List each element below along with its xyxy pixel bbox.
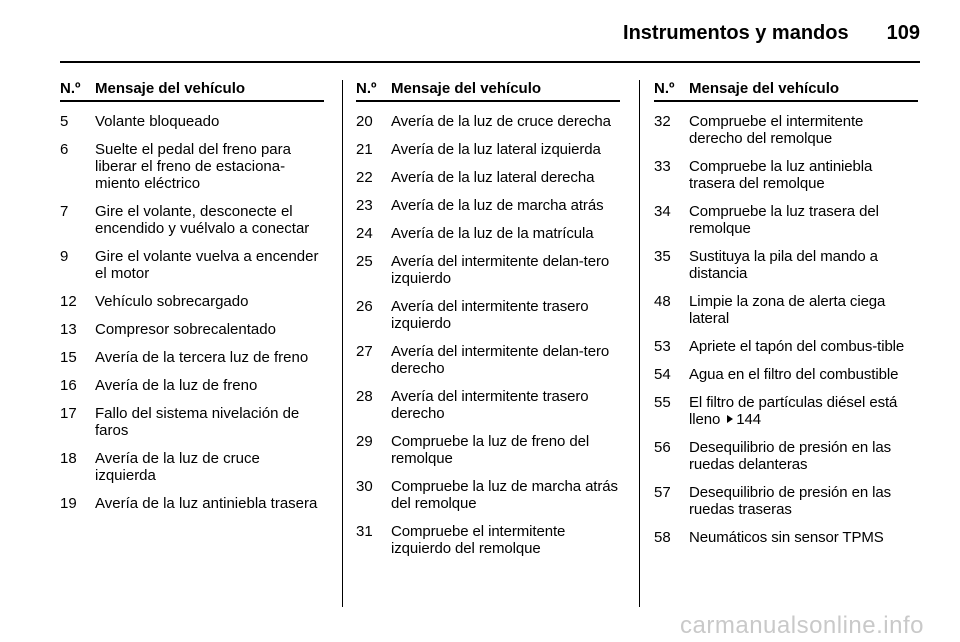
message-text-content: Compruebe el intermitente izquierdo del remolque bbox=[391, 523, 566, 557]
message-text-content: Avería de la luz de marcha atrás bbox=[391, 197, 604, 214]
message-number: 25 bbox=[356, 253, 373, 270]
column-body bbox=[356, 102, 620, 557]
message-number: 30 bbox=[356, 478, 373, 495]
message-text bbox=[95, 450, 324, 484]
column-divider-2 bbox=[639, 80, 640, 607]
message-number: 18 bbox=[60, 450, 77, 467]
message-text bbox=[689, 158, 918, 192]
message-number: 23 bbox=[356, 197, 373, 214]
message-text bbox=[391, 523, 620, 557]
message-row bbox=[654, 439, 918, 473]
message-text bbox=[391, 478, 620, 512]
message-number: 21 bbox=[356, 141, 373, 158]
message-text-content: El filtro de partículas diésel está lleno bbox=[689, 394, 898, 428]
column-header-num: N.º bbox=[60, 80, 81, 97]
message-text-content: Desequilibrio de presión en las ruedas delanteras bbox=[689, 439, 892, 473]
message-text-content: Sustituya la pila del mando a distancia bbox=[689, 248, 878, 282]
message-number: 19 bbox=[60, 495, 77, 512]
message-text bbox=[689, 248, 918, 282]
message-text-content: Gire el volante, desconecte el encendido y vuélvalo a conectar bbox=[95, 203, 310, 237]
column-header bbox=[356, 80, 620, 102]
column-header bbox=[60, 80, 324, 102]
column-header-msg: Mensaje del vehículo bbox=[95, 80, 246, 97]
message-text-content: Avería de la luz de cruce izquierda bbox=[95, 450, 260, 484]
message-row bbox=[60, 349, 324, 366]
message-text-content: Avería del intermitente trasero izquierdo bbox=[391, 298, 589, 332]
message-column-3 bbox=[654, 80, 918, 557]
message-number: 27 bbox=[356, 343, 373, 360]
message-text bbox=[689, 293, 918, 327]
message-text bbox=[95, 495, 324, 512]
header-rule bbox=[60, 61, 920, 63]
message-text-content: Gire el volante vuelva a encender el motor bbox=[95, 248, 319, 282]
message-text-content: Compruebe la luz trasera del remolque bbox=[689, 203, 879, 237]
message-number: 24 bbox=[356, 225, 373, 242]
page-header bbox=[60, 18, 920, 48]
message-number: 7 bbox=[60, 203, 69, 220]
message-text bbox=[95, 203, 324, 237]
message-text bbox=[689, 203, 918, 237]
message-number: 15 bbox=[60, 349, 77, 366]
message-row bbox=[356, 298, 620, 332]
message-text-content: Avería de la luz lateral izquierda bbox=[391, 141, 601, 158]
message-number: 54 bbox=[654, 366, 671, 383]
message-number: 13 bbox=[60, 321, 77, 338]
message-row bbox=[60, 405, 324, 439]
message-text bbox=[95, 248, 324, 282]
message-text bbox=[95, 293, 324, 310]
message-number: 56 bbox=[654, 439, 671, 456]
message-text-content: Agua en el filtro del combustible bbox=[689, 366, 899, 383]
message-row bbox=[356, 141, 620, 158]
message-text-content: Fallo del sistema nivelación de faros bbox=[95, 405, 300, 439]
column-header-msg: Mensaje del vehículo bbox=[689, 80, 840, 97]
message-row bbox=[654, 158, 918, 192]
section-title: Instrumentos y mandos bbox=[623, 21, 849, 44]
message-row bbox=[654, 293, 918, 327]
column-header-num: N.º bbox=[356, 80, 377, 97]
message-row bbox=[356, 197, 620, 214]
message-row bbox=[60, 321, 324, 338]
message-text-content: Compruebe el intermitente derecho del remolque bbox=[689, 113, 864, 147]
message-text-content: Volante bloqueado bbox=[95, 113, 220, 130]
message-text bbox=[391, 388, 620, 422]
message-row bbox=[60, 377, 324, 394]
message-number: 53 bbox=[654, 338, 671, 355]
message-row bbox=[356, 113, 620, 130]
message-number: 35 bbox=[654, 248, 671, 265]
message-number: 12 bbox=[60, 293, 77, 310]
message-text-content: Compruebe la luz de marcha atrás del remolque bbox=[391, 478, 618, 512]
column-header-num: N.º bbox=[654, 80, 675, 97]
message-text-content: Desequilibrio de presión en las ruedas traseras bbox=[689, 484, 892, 518]
message-text bbox=[95, 321, 324, 338]
message-text bbox=[391, 169, 620, 186]
message-text-content: Avería del intermitente delan-tero izquierdo bbox=[391, 253, 610, 287]
message-row bbox=[356, 433, 620, 467]
message-row bbox=[60, 293, 324, 310]
watermark: carmanualsonline.info bbox=[680, 612, 924, 639]
message-text bbox=[689, 394, 918, 428]
message-row bbox=[654, 394, 918, 428]
message-row bbox=[60, 450, 324, 484]
message-number: 29 bbox=[356, 433, 373, 450]
message-text-content: Suelte el pedal del freno para liberar el freno de estaciona-miento eléctrico bbox=[95, 141, 291, 192]
message-row bbox=[356, 253, 620, 287]
message-text bbox=[95, 349, 324, 366]
message-text-content: Neumáticos sin sensor TPMS bbox=[689, 529, 884, 546]
message-text-content: Avería de la luz de cruce derecha bbox=[391, 113, 611, 130]
message-number: 34 bbox=[654, 203, 671, 220]
message-row bbox=[356, 388, 620, 422]
message-text-content: Vehículo sobrecargado bbox=[95, 293, 249, 310]
message-row bbox=[356, 343, 620, 377]
message-text-content: Avería del intermitente delan-tero derecho bbox=[391, 343, 610, 377]
message-number: 22 bbox=[356, 169, 373, 186]
message-text-content: Avería de la luz de la matrícula bbox=[391, 225, 594, 242]
message-text bbox=[391, 343, 620, 377]
message-text bbox=[95, 405, 324, 439]
message-text-content: Avería del intermitente trasero derecho bbox=[391, 388, 589, 422]
message-text bbox=[391, 433, 620, 467]
message-text bbox=[689, 529, 918, 546]
message-number: 5 bbox=[60, 113, 69, 130]
message-row bbox=[654, 338, 918, 355]
message-number: 28 bbox=[356, 388, 373, 405]
message-row bbox=[654, 248, 918, 282]
message-row bbox=[60, 113, 324, 130]
message-text bbox=[689, 484, 918, 518]
message-row bbox=[654, 366, 918, 383]
message-text-content: Avería de la luz antiniebla trasera bbox=[95, 495, 318, 512]
message-text-content: Compruebe la luz antiniebla trasera del remolque bbox=[689, 158, 873, 192]
message-text-content: Avería de la tercera luz de freno bbox=[95, 349, 309, 366]
page-reference-arrow-icon bbox=[727, 415, 733, 423]
message-text bbox=[689, 366, 918, 383]
message-text bbox=[391, 298, 620, 332]
message-text bbox=[95, 377, 324, 394]
message-number: 58 bbox=[654, 529, 671, 546]
message-number: 17 bbox=[60, 405, 77, 422]
message-text bbox=[689, 113, 918, 147]
message-row bbox=[356, 523, 620, 557]
message-text bbox=[95, 141, 324, 192]
message-number: 55 bbox=[654, 394, 671, 411]
message-number: 31 bbox=[356, 523, 373, 540]
message-row bbox=[654, 203, 918, 237]
column-body bbox=[654, 102, 918, 546]
message-text bbox=[391, 197, 620, 214]
message-text bbox=[689, 338, 918, 355]
message-text bbox=[95, 113, 324, 130]
message-text bbox=[391, 225, 620, 242]
message-row bbox=[356, 169, 620, 186]
message-number: 33 bbox=[654, 158, 671, 175]
message-column-1 bbox=[60, 80, 324, 523]
message-text-content: Compruebe la luz de freno del remolque bbox=[391, 433, 590, 467]
message-text-content: Limpie la zona de alerta ciega lateral bbox=[689, 293, 886, 327]
message-number: 32 bbox=[654, 113, 671, 130]
message-text bbox=[391, 253, 620, 287]
message-text-content: Avería de la luz lateral derecha bbox=[391, 169, 595, 186]
message-text bbox=[391, 113, 620, 130]
message-text-content: Avería de la luz de freno bbox=[95, 377, 258, 394]
message-row bbox=[654, 113, 918, 147]
message-row bbox=[356, 225, 620, 242]
message-row bbox=[356, 478, 620, 512]
message-row bbox=[60, 141, 324, 192]
message-number: 48 bbox=[654, 293, 671, 310]
message-number: 9 bbox=[60, 248, 69, 265]
column-header-msg: Mensaje del vehículo bbox=[391, 80, 542, 97]
message-number: 57 bbox=[654, 484, 671, 501]
message-row bbox=[60, 495, 324, 512]
message-text bbox=[391, 141, 620, 158]
message-number: 26 bbox=[356, 298, 373, 315]
message-row bbox=[654, 484, 918, 518]
message-number: 6 bbox=[60, 141, 69, 158]
message-column-2 bbox=[356, 80, 620, 568]
message-text-content: Compresor sobrecalentado bbox=[95, 321, 276, 338]
column-header bbox=[654, 80, 918, 102]
message-number: 16 bbox=[60, 377, 77, 394]
message-text-content: Apriete el tapón del combus-tible bbox=[689, 338, 905, 355]
page-reference[interactable]: 144 bbox=[736, 411, 762, 428]
column-body bbox=[60, 102, 324, 512]
message-row bbox=[654, 529, 918, 546]
message-number: 20 bbox=[356, 113, 373, 130]
page-number: 109 bbox=[886, 21, 920, 44]
column-divider-1 bbox=[342, 80, 343, 607]
message-row bbox=[60, 203, 324, 237]
message-text bbox=[689, 439, 918, 473]
message-row bbox=[60, 248, 324, 282]
